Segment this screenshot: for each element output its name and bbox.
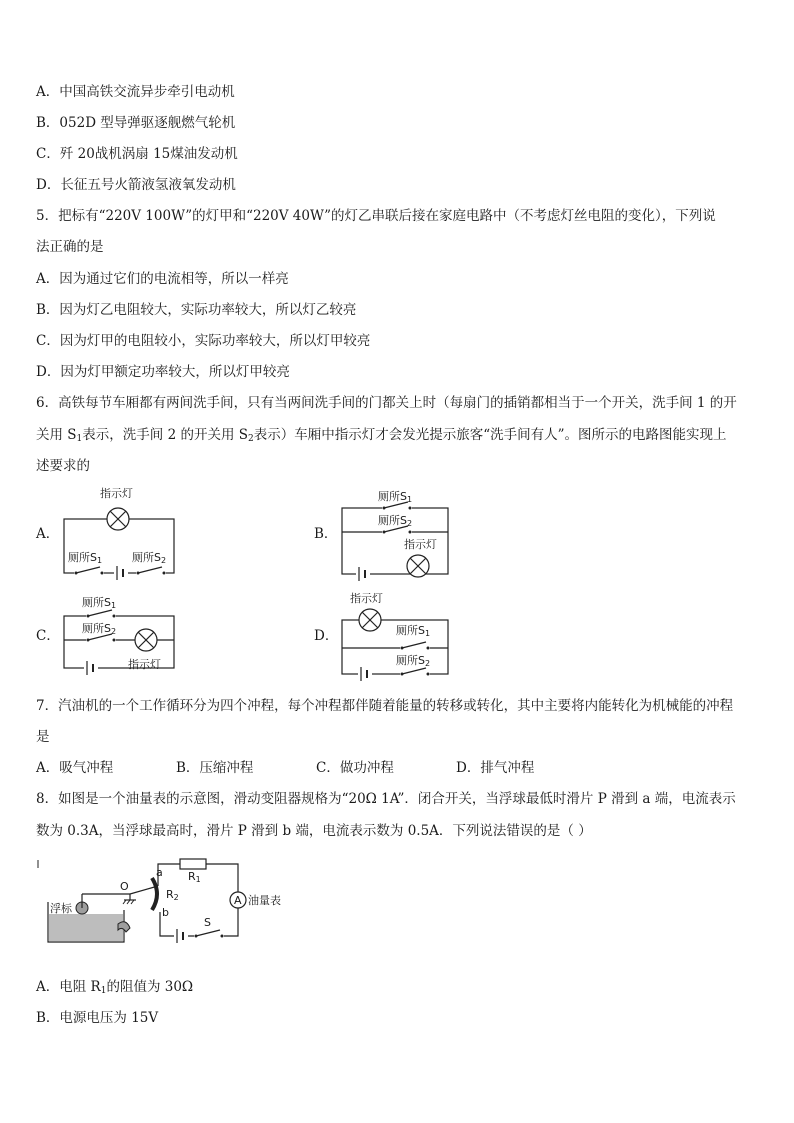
q8-ammeter-label: A: [234, 894, 242, 907]
q8-float-label: 浮标: [50, 902, 72, 915]
slider-arm: [130, 886, 158, 894]
q5-stem-line2: 法正确的是: [36, 239, 104, 255]
q6-a-lamp-label: 指示灯: [100, 487, 133, 500]
q4-option-c: C．歼 20战机涡扇 15煤油发动机: [36, 146, 238, 162]
q4-option-a: A．中国高铁交流异步牵引电动机: [36, 84, 235, 100]
q5-option-b: B．因为灯乙电阻较大，实际功率较大，所以灯乙较亮: [36, 302, 357, 318]
q8-b-label: b: [162, 906, 169, 919]
q6-b-s2-label: 厕所S2: [378, 514, 413, 528]
q6-d-s1-label: 厕所S1: [396, 624, 431, 638]
q8-option-a: A．电阻 $R_1$的阻值为 30Ω: [36, 979, 194, 996]
q7-option-b: B．压缩冲程: [176, 760, 254, 776]
q6-d-s2-label: 厕所S2: [396, 654, 431, 668]
q5-option-c: C．因为灯甲的电阻较小，实际功率较大，所以灯甲较亮: [36, 333, 371, 349]
q6-a-s2-label: 厕所S2: [132, 551, 167, 565]
q5-option-a: A．因为通过它们的电流相等，所以一样亮: [36, 271, 289, 287]
q4-option-d: D．长征五号火箭液氢液氧发动机: [36, 177, 236, 193]
q6-circuit-b: [312, 486, 462, 582]
q6-stem-line3: 述要求的: [36, 458, 90, 474]
q7-stem-line2: 是: [36, 729, 50, 745]
q6-c-s1-label: 厕所S1: [82, 596, 117, 610]
q7-option-d: D．排气冲程: [456, 760, 535, 776]
q7-option-a: A．吸气冲程: [36, 760, 114, 776]
q8-pivot-label: O: [120, 880, 129, 893]
q6-circuit-a: [34, 484, 194, 580]
q6-b-s1-label: 厕所S1: [378, 490, 413, 504]
q6-stem-line1: 6．高铁每节车厢都有两间洗手间，只有当两间洗手间的门都关上时（每扇门的插销都相当于一个开关，洗手间 1 的开: [36, 395, 737, 411]
q5-stem-line1: 5．把标有“220V 100W”的灯甲和“220V 40W”的灯乙串联后接在家庭电路中（不考虑灯丝电阻的变化），下列说: [36, 208, 716, 224]
q6-a-s1-label: 厕所S1: [68, 551, 103, 565]
q5-option-d: D．因为灯甲额定功率较大，所以灯甲较亮: [36, 364, 290, 380]
q8-r1-label: R1: [188, 870, 201, 884]
q6-circuit-d: [312, 588, 462, 682]
q6-stem-line2: 关用 $S_1$表示，洗手间 2 的开关用 $S_2$表示）车厢中指示灯才会发光提示旅客“洗手间有人”。图所示的电路图能实现上: [36, 427, 727, 444]
rheostat-r2: [152, 878, 157, 910]
q6-b-lamp-label: 指示灯: [404, 538, 437, 551]
q6-label-a: A．: [36, 526, 60, 542]
q6-label-c: C．: [36, 628, 60, 644]
q8-meter-label: 油量表: [248, 894, 281, 907]
q8-switch-label: S: [204, 916, 211, 929]
q7-stem-line1: 7．汽油机的一个工作循环分为四个冲程，每个冲程都伴随着能量的转移或转化，其中主要将内能转化为机械能的冲程: [36, 698, 734, 714]
q8-oil-gauge-figure: [34, 852, 294, 952]
q7-option-c: C．做功冲程: [316, 760, 394, 776]
q6-label-d: D．: [314, 628, 339, 644]
q6-d-lamp-label: 指示灯: [350, 592, 383, 605]
q8-option-b: B．电源电压为 15V: [36, 1010, 159, 1026]
resistor-r1: [180, 859, 206, 869]
q6-circuit-c: [34, 592, 194, 676]
q8-r2-label: R2: [166, 888, 179, 902]
q6-c-lamp-label: 指示灯: [128, 658, 161, 671]
q7-options: [36, 759, 596, 777]
q6-c-s2-label: 厕所S2: [82, 622, 117, 636]
q6-label-b: B．: [314, 526, 338, 542]
q8-stem-line2: 数为 0.3A，当浮球最高时，滑片 P 滑到 b 端，电流表示数为 0.5A．下列说法错误的是（ ）: [36, 823, 592, 839]
q4-option-b: B．052D 型导弹驱逐舰燃气轮机: [36, 115, 236, 131]
q8-stem-line1: 8．如图是一个油量表的示意图，滑动变阻器规格为“20Ω 1A”．闭合开关，当浮球最低时滑片 P 滑到 a 端，电流表示: [36, 791, 736, 807]
q8-a-label: a: [156, 866, 163, 879]
